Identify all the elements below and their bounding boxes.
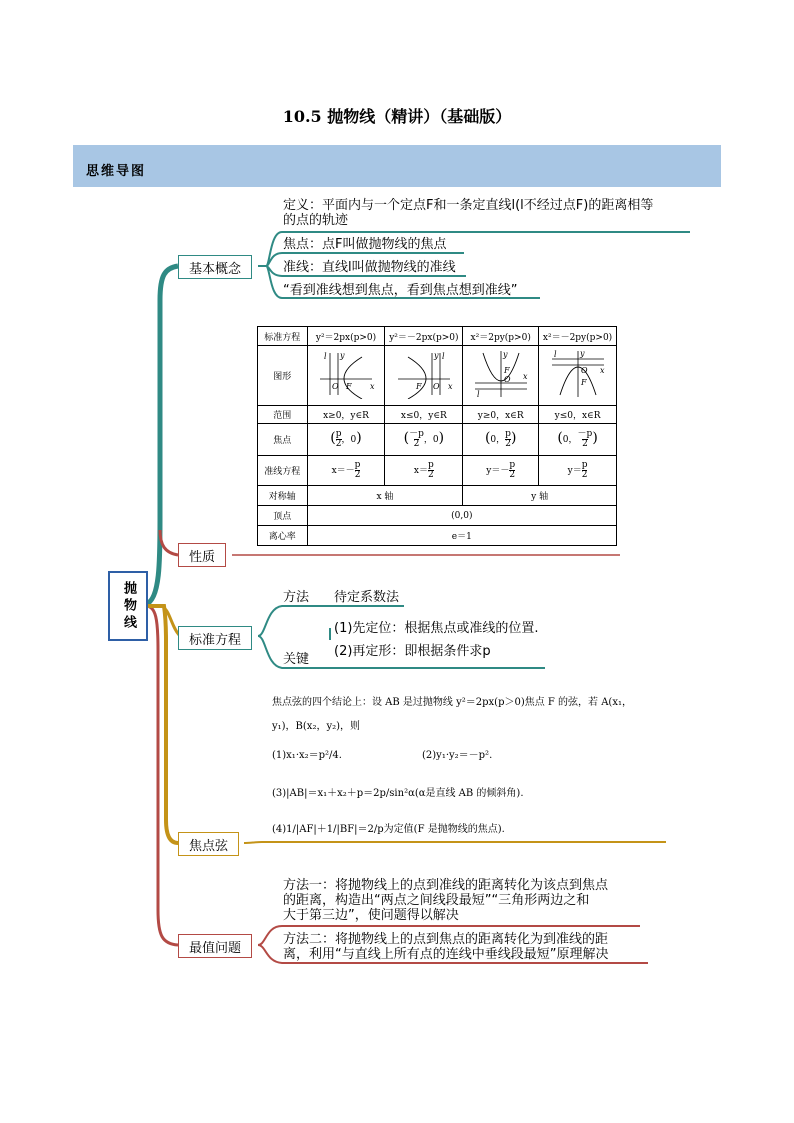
cell-equation: x²＝－2py(p>0)	[539, 327, 617, 346]
focus-num: p	[335, 429, 342, 439]
row-axis	[258, 486, 617, 506]
glyph-y: y	[502, 350, 508, 359]
row-vertex	[258, 506, 617, 526]
row-label: 标准方程	[258, 327, 308, 346]
glyph-x: x	[370, 382, 375, 391]
glyph-o: O	[503, 375, 511, 384]
stdeq-step2: (2)再定形：即根据条件求p	[334, 644, 491, 659]
node-focal-chord[interactable]	[178, 832, 239, 856]
focus-zero: 0	[350, 435, 357, 445]
cell-graph	[463, 346, 539, 406]
cell-eccentricity: e＝1	[307, 526, 616, 546]
chord-intro-line1: 焦点弦的四个结论上：设 AB 是过抛物线 y²＝2px(p＞0)焦点 F 的弦，若 A(x₁，	[272, 697, 632, 708]
dir-lhs: y＝	[567, 466, 582, 476]
row-label: 范围	[258, 406, 308, 424]
node-extreme-label: 最值问题	[189, 940, 242, 956]
banner-label: 思维导图	[86, 164, 147, 179]
row-eccentricity	[258, 526, 617, 546]
node-chord-label: 焦点弦	[189, 838, 229, 854]
cell-focus: ($\frac{p}{2}$，0)	[307, 424, 385, 456]
cell-range: x≤0，y∈R	[385, 406, 463, 424]
dir-den: 2	[354, 470, 361, 480]
glyph-f: F	[503, 366, 510, 375]
glyph-l: l	[476, 390, 480, 399]
cell-range: y≤0，x∈R	[539, 406, 617, 424]
cell-focus: ($\frac{-p}{2}$，0)	[385, 424, 463, 456]
focus-den: 2	[505, 439, 511, 449]
chord-conclusion-2: (2)y₁·y₂＝－p².	[422, 750, 493, 761]
graph-down-opening	[548, 349, 608, 399]
extreme-method1-line3: 大于第三边”，使问题得以解决	[283, 908, 459, 923]
cell-equation: x²＝2py(p>0)	[463, 327, 539, 346]
focus-num: －p	[409, 429, 424, 439]
glyph-y: y	[579, 349, 585, 358]
glyph-o: O	[580, 366, 588, 375]
cell-range: y≥0，x∈R	[463, 406, 539, 424]
glyph-y: y	[340, 351, 345, 360]
cell-focus: (0，$\frac{-p}{2}$)	[539, 424, 617, 456]
glyph-x: x	[599, 366, 605, 375]
trunk-gold	[146, 606, 178, 843]
chord-conclusion-1: (1)x₁·x₂＝p²/4.	[272, 750, 342, 761]
extreme-method2-line1: 方法二：将抛物线上的点到焦点的距离转化为到准线的距	[283, 932, 609, 947]
basic-tip: “看到准线想到焦点，看到焦点想到准线”	[283, 283, 518, 298]
chord-intro-line2: y₁)，B(x₂，y₂)，则	[272, 721, 361, 732]
chord-line	[244, 842, 666, 843]
dir-num: p	[509, 460, 516, 470]
graph-right-opening	[316, 349, 376, 399]
graph-up-opening	[471, 349, 531, 399]
node-props-label: 性质	[189, 549, 216, 565]
glyph-x: x	[522, 372, 528, 381]
cell-directrix	[463, 456, 539, 486]
row-range	[258, 406, 617, 424]
focus-zero: 0	[490, 435, 497, 445]
chord-conclusion-4: (4)1/|AF|＋1/|BF|＝2/p为定值(F 是抛物线的焦点).	[272, 824, 505, 835]
row-label: 对称轴	[258, 486, 308, 506]
cell-equation: y²＝－2px(p>0)	[385, 327, 463, 346]
cell-graph	[385, 346, 463, 406]
row-label: 顶点	[258, 506, 308, 526]
dir-den: 2	[581, 470, 588, 480]
glyph-f: F	[346, 382, 352, 391]
basic-focus: 焦点：点F叫做抛物线的焦点	[283, 237, 447, 252]
glyph-o: O	[332, 382, 339, 391]
row-label: 离心率	[258, 526, 308, 546]
glyph-f: F	[415, 382, 422, 391]
focus-den: 2	[413, 439, 420, 449]
row-label: 准线方程	[258, 456, 308, 486]
dir-lhs: y＝－	[486, 466, 510, 476]
trunk-crimson	[146, 606, 178, 945]
root-label: 抛物线	[121, 580, 136, 632]
properties-table	[257, 326, 617, 546]
row-graph	[258, 346, 617, 406]
focus-num: p	[505, 429, 511, 439]
glyph-l: l	[553, 350, 557, 359]
focus-zero: 0	[562, 435, 569, 445]
cell-directrix	[307, 456, 385, 486]
row-equation	[258, 327, 617, 346]
glyph-o: O	[432, 382, 440, 391]
cell-graph	[539, 346, 617, 406]
dir-lhs: x＝	[413, 466, 428, 476]
row-label: 焦点	[258, 424, 308, 456]
node-standard-equation[interactable]	[178, 626, 252, 650]
glyph-y: y	[433, 351, 439, 360]
dir-den: 2	[509, 470, 516, 480]
extreme-method1-line1: 方法一：将抛物线上的点到准线的距离转化为该点到焦点	[283, 878, 609, 893]
node-extreme-problem[interactable]	[178, 934, 252, 958]
row-label: 图形	[258, 346, 308, 406]
cell-directrix	[385, 456, 463, 486]
stdeq-method-value: 待定系数法	[334, 590, 400, 605]
focus-den: 2	[335, 439, 342, 449]
cell-focus: (0，$\frac{p}{2}$)	[463, 424, 539, 456]
glyph-l: l	[324, 352, 327, 361]
cell-range: x≥0，y∈R	[307, 406, 385, 424]
node-basic-concept[interactable]	[178, 255, 252, 279]
stdeq-key-label: 关键	[283, 652, 310, 667]
cell-vertex: (0,0)	[307, 506, 616, 526]
extreme-method2-line2: 离，利用“与直线上所有点的连线中垂线段最短”原理解决	[283, 947, 609, 962]
dir-lhs: x＝－	[331, 466, 355, 476]
dir-num: p	[581, 460, 588, 470]
focus-den: 2	[582, 439, 588, 449]
glyph-l: l	[441, 352, 445, 361]
page-title: 10.5 抛物线（精讲）（基础版）	[282, 107, 512, 126]
glyph-f: F	[580, 378, 587, 387]
stdeq-step1: (1)先定位：根据焦点或准线的位置.	[334, 621, 539, 636]
node-properties[interactable]	[178, 543, 226, 567]
cell-directrix	[539, 456, 617, 486]
cell-graph	[307, 346, 385, 406]
row-directrix	[258, 456, 617, 486]
graph-left-opening	[394, 349, 454, 399]
link-props	[160, 530, 178, 555]
focus-num: －p	[577, 429, 593, 439]
chord-conclusion-3: (3)|AB|＝x₁＋x₂＋p＝2p/sin²α(α是直线 AB 的倾斜角).	[272, 788, 524, 799]
row-focus	[258, 424, 617, 456]
node-basic-label: 基本概念	[189, 261, 242, 277]
cell-equation: y²＝2px(p>0)	[307, 327, 385, 346]
root-node[interactable]	[108, 571, 148, 641]
cell-axis: x 轴	[307, 486, 463, 506]
focus-zero: 0	[432, 435, 439, 445]
node-stdeq-label: 标准方程	[189, 632, 242, 648]
dir-num: p	[428, 460, 434, 470]
dir-num: p	[354, 460, 361, 470]
dir-den: 2	[428, 470, 434, 480]
cell-axis: y 轴	[463, 486, 617, 506]
basic-definition-line1: 定义：平面内与一个定点F和一条定直线l(l不经过点F)的距离相等	[283, 198, 654, 213]
glyph-x: x	[447, 382, 453, 391]
extreme-method1-line2: 的距离，构造出“两点之间线段最短”“三角形两边之和	[283, 893, 590, 908]
basic-definition-line2: 的点的轨迹	[283, 213, 349, 228]
stdeq-method-label: 方法	[283, 590, 310, 605]
basic-directrix: 准线：直线l叫做抛物线的准线	[283, 260, 456, 275]
